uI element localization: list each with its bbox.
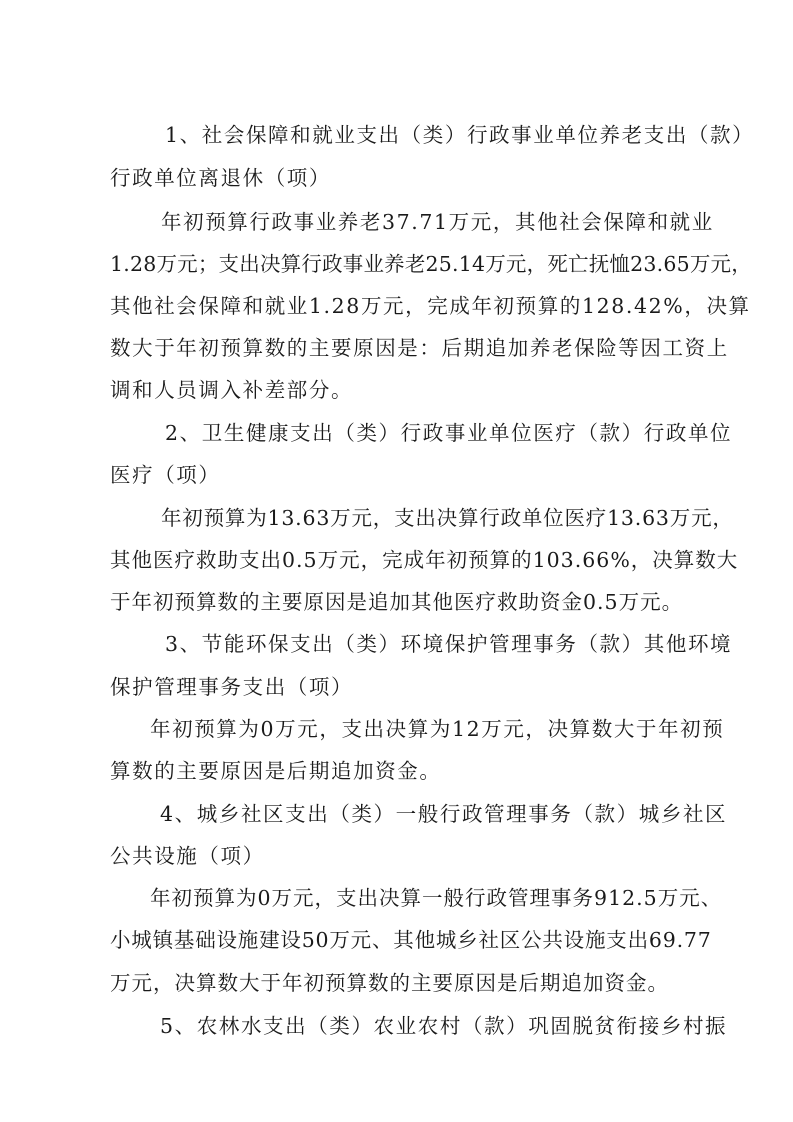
paragraph-line: 算数的主要原因是后期追加资金。: [110, 759, 442, 783]
paragraph-line: 年初预算为0万元，支出决算一般行政管理事务912.5万元、: [150, 886, 723, 910]
paragraph-line: 小城镇基础设施建设50万元、其他城乡社区公共设施支出69.77: [110, 928, 712, 952]
section-heading: 4、城乡社区支出（类）一般行政管理事务（款）城乡社区: [160, 802, 728, 826]
section-heading: 1、社会保障和就业支出（类）行政事业单位养老支出（款）: [165, 123, 755, 147]
paragraph-line: 1.28万元；支出决算行政事业养老25.14万元，死亡抚恤23.65万元，: [110, 252, 752, 276]
paragraph-line: 年初预算为13.63万元，支出决算行政单位医疗13.63万元，: [161, 506, 734, 530]
section-heading: 保护管理事务支出（项）: [110, 675, 354, 699]
paragraph-line: 其他医疗救助支出0.5万元，完成年初预算的103.66%，决算数大: [110, 548, 739, 572]
paragraph-line: 年初预算为0万元，支出决算为12万元，决算数大于年初预: [150, 717, 725, 741]
section-heading: 2、卫生健康支出（类）行政事业单位医疗（款）行政单位: [165, 421, 733, 445]
paragraph-line: 其他社会保障和就业1.28万元，完成年初预算的128.42%，决算: [110, 294, 751, 318]
paragraph-line: 年初预算行政事业养老37.71万元，其他社会保障和就业: [161, 210, 714, 234]
paragraph-line: 调和人员调入补差部分。: [110, 378, 354, 402]
section-heading: 行政单位离退休（项）: [110, 166, 331, 190]
section-heading: 3、节能环保支出（类）环境保护管理事务（款）其他环境: [165, 632, 733, 656]
paragraph-line: 万元，决算数大于年初预算数的主要原因是后期追加资金。: [110, 971, 669, 995]
section-heading: 5、农林水支出（类）农业农村（款）巩固脱贫衔接乡村振: [160, 1014, 728, 1038]
section-heading: 公共设施（项）: [110, 844, 265, 868]
section-heading: 医疗（项）: [110, 463, 221, 487]
paragraph-line: 数大于年初预算数的主要原因是：后期追加养老保险等因工资上: [110, 336, 729, 360]
paragraph-line: 于年初预算数的主要原因是追加其他医疗救助资金0.5万元。: [110, 590, 684, 614]
